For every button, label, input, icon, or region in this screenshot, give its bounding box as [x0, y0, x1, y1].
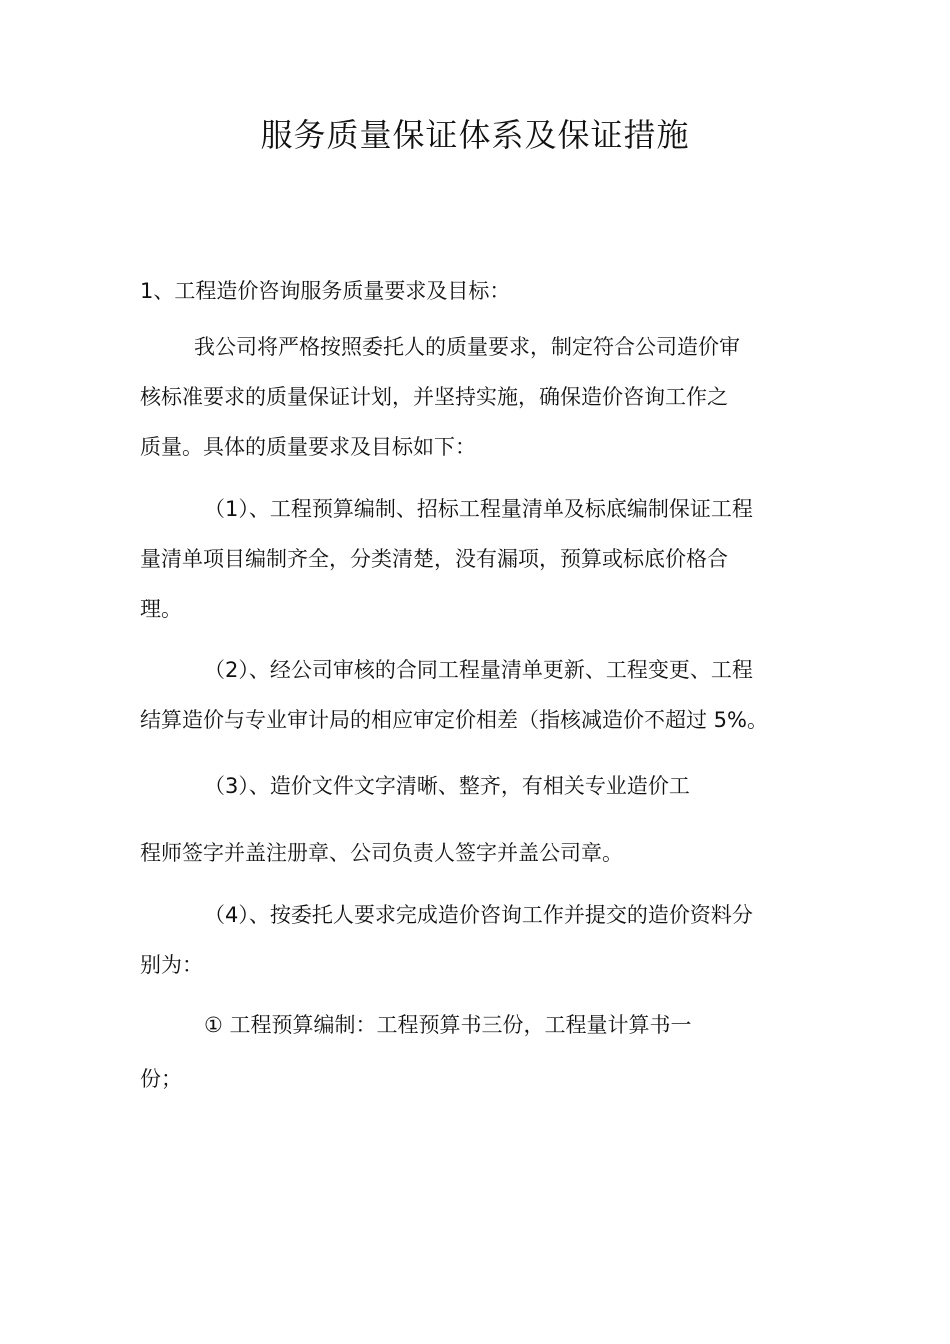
list-item-line: （3）、造价文件文字清晰、整齐，有相关专业造价工 [204, 774, 690, 798]
paragraph-line: 我公司将严格按照委托人的质量要求，制定符合公司造价审 [194, 335, 740, 359]
list-item-line: 量清单项目编制齐全，分类清楚，没有漏项，预算或标底价格合 [140, 547, 728, 571]
list-item-line: （2）、经公司审核的合同工程量清单更新、工程变更、工程 [204, 658, 753, 682]
list-item-line: （1）、工程预算编制、招标工程量清单及标底编制保证工程 [204, 497, 753, 521]
list-item-line: 理。 [140, 597, 182, 621]
paragraph-line: 质量。具体的质量要求及目标如下： [140, 435, 476, 459]
sub-item-line: ① 工程预算编制：工程预算书三份，工程量计算书一 [204, 1013, 692, 1037]
list-item-line: 别为： [140, 953, 203, 977]
paragraph-line: 核标准要求的质量保证计划，并坚持实施，确保造价咨询工作之 [140, 385, 728, 409]
list-item-line: 结算造价与专业审计局的相应审定价相差（指核减造价不超过 5%。 [140, 708, 768, 732]
section-heading: 1、工程造价咨询服务质量要求及目标： [140, 279, 511, 303]
sub-item-line: 份； [140, 1067, 182, 1091]
list-item-line: （4）、按委托人要求完成造价咨询工作并提交的造价资料分 [204, 903, 753, 927]
page-title: 服务质量保证体系及保证措施 [260, 116, 690, 154]
list-item-line: 程师签字并盖注册章、公司负责人签字并盖公司章。 [140, 841, 623, 865]
